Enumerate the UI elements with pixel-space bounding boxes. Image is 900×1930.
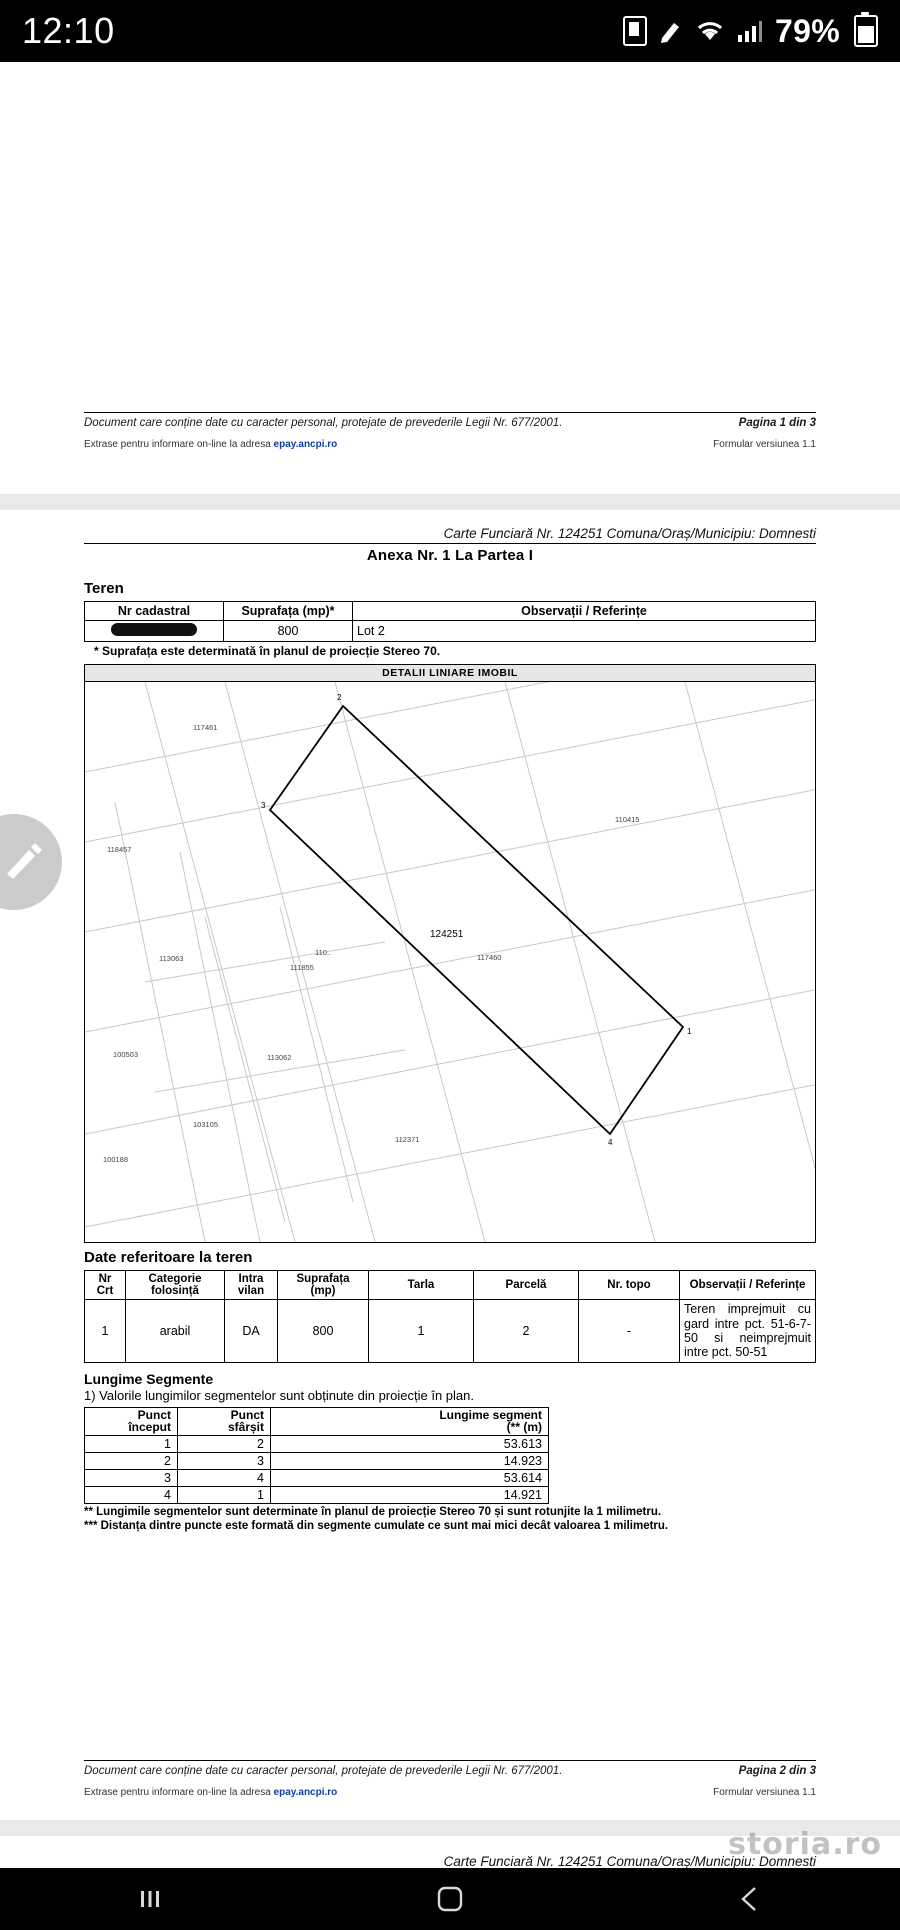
teren-section-title: Teren (84, 580, 124, 597)
map-label-113062: 113062 (267, 1053, 292, 1062)
footer-divider (84, 1760, 816, 1761)
table-row (85, 1452, 549, 1469)
seg-end: 1 (178, 1486, 271, 1503)
col-intravilan: Intra vilan (225, 1271, 278, 1300)
teren-col-suprafata: Suprafața (mp)* (224, 602, 353, 621)
date-teren-header-row (85, 1271, 816, 1300)
map-label-113063: 113063 (159, 954, 184, 963)
map-parcel-id: 124251 (430, 929, 464, 940)
battery-percent: 79% (775, 12, 840, 49)
teren-cell-suprafata: 800 (224, 621, 353, 642)
page1-footer-legal: Document care conține date cu caracter personal, protejate de prevederile Legii Nr. 677/2001. (84, 417, 563, 429)
page2-footer-version: Formular versiunea 1.1 (713, 1787, 816, 1798)
cell-suprafata: 800 (278, 1300, 369, 1363)
map-label-112371: 112371 (395, 1135, 420, 1144)
col-lungime-line1: Lungime segment (439, 1407, 542, 1422)
col-nr-crt: Nr Crt (85, 1271, 126, 1300)
map-label-103105: 103105 (193, 1120, 219, 1129)
segment-note-2: *** Distanța dintre puncte este formată din segmente cumulate ce sunt mai mici decât valoarea 1 milimetru. (84, 1519, 669, 1532)
map-vertex-1: 1 (687, 1027, 692, 1036)
document-scroll-area[interactable] (0, 62, 900, 1868)
col-suprafata: Suprafața (mp) (278, 1271, 369, 1300)
teren-col-nr-cadastral: Nr cadastral (85, 602, 224, 621)
page2-footer-link[interactable]: epay.ancpi.ro (273, 1787, 338, 1798)
footer-divider (84, 412, 816, 413)
col-lungime-segment (271, 1407, 549, 1435)
table-row (85, 621, 816, 642)
col-nr-topo: Nr. topo (579, 1271, 680, 1300)
seg-length: 53.614 (271, 1469, 549, 1486)
edit-pencil-icon (0, 838, 45, 887)
cadastral-map-panel (84, 664, 816, 1243)
page2-footer (0, 1760, 900, 1798)
back-button[interactable] (690, 1868, 810, 1930)
cell-categorie: arabil (126, 1300, 225, 1363)
recent-apps-button[interactable] (90, 1868, 210, 1930)
seg-start: 1 (85, 1435, 178, 1452)
page2-footer-extract-text: Extrase pentru informare on-line la adresa (84, 1787, 271, 1798)
android-nav-bar (0, 1868, 900, 1930)
map-label-117460: 117460 (477, 953, 502, 962)
seg-end: 2 (178, 1435, 271, 1452)
page1-footer-extract (84, 439, 337, 450)
teren-col-observatii: Observații / Referințe (353, 602, 816, 621)
sim-card-icon (623, 16, 647, 46)
signal-icon (737, 18, 763, 44)
segments-header-row (85, 1407, 549, 1435)
teren-note: * Suprafața este determinată în planul de proiecție Stereo 70. (94, 644, 441, 658)
page2-anexa-title: Anexa Nr. 1 La Partea I (366, 547, 534, 564)
status-icons (623, 13, 878, 50)
wifi-icon (695, 18, 725, 44)
page1-footer (0, 412, 900, 450)
page1-footer-version: Formular versiunea 1.1 (713, 439, 816, 450)
seg-length: 14.921 (271, 1486, 549, 1503)
cell-observatii: Teren imprejmuit cu gard intre pct. 51-6-7-50 si neimprejmuit intre pct. 50-51 (680, 1300, 816, 1363)
map-vertex-3: 3 (261, 801, 266, 810)
teren-table (84, 601, 816, 642)
col-punct-inceput: Punct început (85, 1407, 178, 1435)
table-row (85, 1300, 816, 1363)
page2-footer-pagelabel: Pagina 2 din 3 (738, 1765, 816, 1777)
map-vertex-4: 4 (608, 1138, 613, 1147)
home-button[interactable] (390, 1868, 510, 1930)
seg-start: 2 (85, 1452, 178, 1469)
col-tarla: Tarla (369, 1271, 474, 1300)
col-lungime-line2: (** (m) (506, 1420, 542, 1435)
teren-cell-nr-cadastral (85, 621, 224, 642)
col-parcela: Parcelă (474, 1271, 579, 1300)
date-teren-title: Date referitoare la teren (84, 1249, 253, 1266)
map-label-117461: 117461 (193, 723, 218, 732)
status-clock: 12:10 (22, 10, 115, 51)
page1-footer-extract-text: Extrase pentru informare on-line la adresa (84, 439, 271, 450)
map-label-110415: 110415 (615, 815, 640, 824)
map-label-110x: 110.. (315, 948, 332, 957)
map-label-100188: 100188 (103, 1155, 129, 1164)
date-teren-table (84, 1270, 816, 1363)
page1-footer-pagelabel: Pagina 1 din 3 (738, 417, 816, 429)
cell-nr-topo: - (579, 1300, 680, 1363)
seg-length: 14.923 (271, 1452, 549, 1469)
lungime-segmente-subtitle: 1) Valorile lungimilor segmentelor sunt obținute din proiecție în plan. (84, 1387, 474, 1403)
page2-footer-legal: Document care conține date cu caracter personal, protejate de prevederile Legii Nr. 677/2001. (84, 1765, 563, 1777)
table-row (85, 1486, 549, 1503)
lungime-segmente-title: Lungime Segmente (84, 1370, 214, 1387)
col-observatii: Observații / Referințe (680, 1271, 816, 1300)
page-separator (0, 494, 900, 510)
seg-end: 4 (178, 1469, 271, 1486)
table-row (85, 1435, 549, 1452)
seg-end: 3 (178, 1452, 271, 1469)
map-canvas (85, 682, 815, 1242)
page2-footer-extract (84, 1787, 337, 1798)
col-punct-sfarsit: Punct sfârșit (178, 1407, 271, 1435)
page2-cf-header: Carte Funciară Nr. 124251 Comuna/Oraș/Municipiu: Domnesti (443, 526, 816, 541)
page1-footer-link[interactable]: epay.ancpi.ro (273, 439, 338, 450)
cell-parcela: 2 (474, 1300, 579, 1363)
seg-start: 4 (85, 1486, 178, 1503)
battery-icon (854, 15, 878, 47)
parcel-polygon (270, 706, 683, 1134)
seg-start: 3 (85, 1469, 178, 1486)
segment-note-1: ** Lungimile segmentelor sunt determinate în planul de proiecție Stereo 70 și sunt rotunjite la 1 milimetru. (84, 1505, 662, 1518)
teren-cell-observatii: Lot 2 (353, 621, 816, 642)
col-categorie: Categorie folosință (126, 1271, 225, 1300)
document-page-1 (0, 62, 900, 494)
segments-table (84, 1407, 549, 1504)
page3-cf-header: Carte Funciară Nr. 124251 Comuna/Oraș/Municipiu: Domnesti (443, 1854, 816, 1868)
cell-nr-crt: 1 (85, 1300, 126, 1363)
map-vertex-2: 2 (337, 693, 342, 702)
seg-length: 53.613 (271, 1435, 549, 1452)
map-drawing (85, 682, 815, 1242)
watermark: storia.ro (728, 1827, 882, 1862)
redacted-bar (111, 623, 197, 636)
cell-intravilan: DA (225, 1300, 278, 1363)
pen-icon (659, 18, 683, 44)
teren-table-header-row (85, 602, 816, 621)
map-label-118457: 118457 (107, 845, 132, 854)
status-bar (0, 0, 900, 62)
table-row (85, 1469, 549, 1486)
map-label-111855: 111855 (290, 963, 314, 972)
document-page-2 (0, 510, 900, 1820)
map-label-100503: 100503 (113, 1050, 139, 1059)
cell-tarla: 1 (369, 1300, 474, 1363)
map-title: DETALII LINIARE IMOBIL (85, 665, 815, 682)
